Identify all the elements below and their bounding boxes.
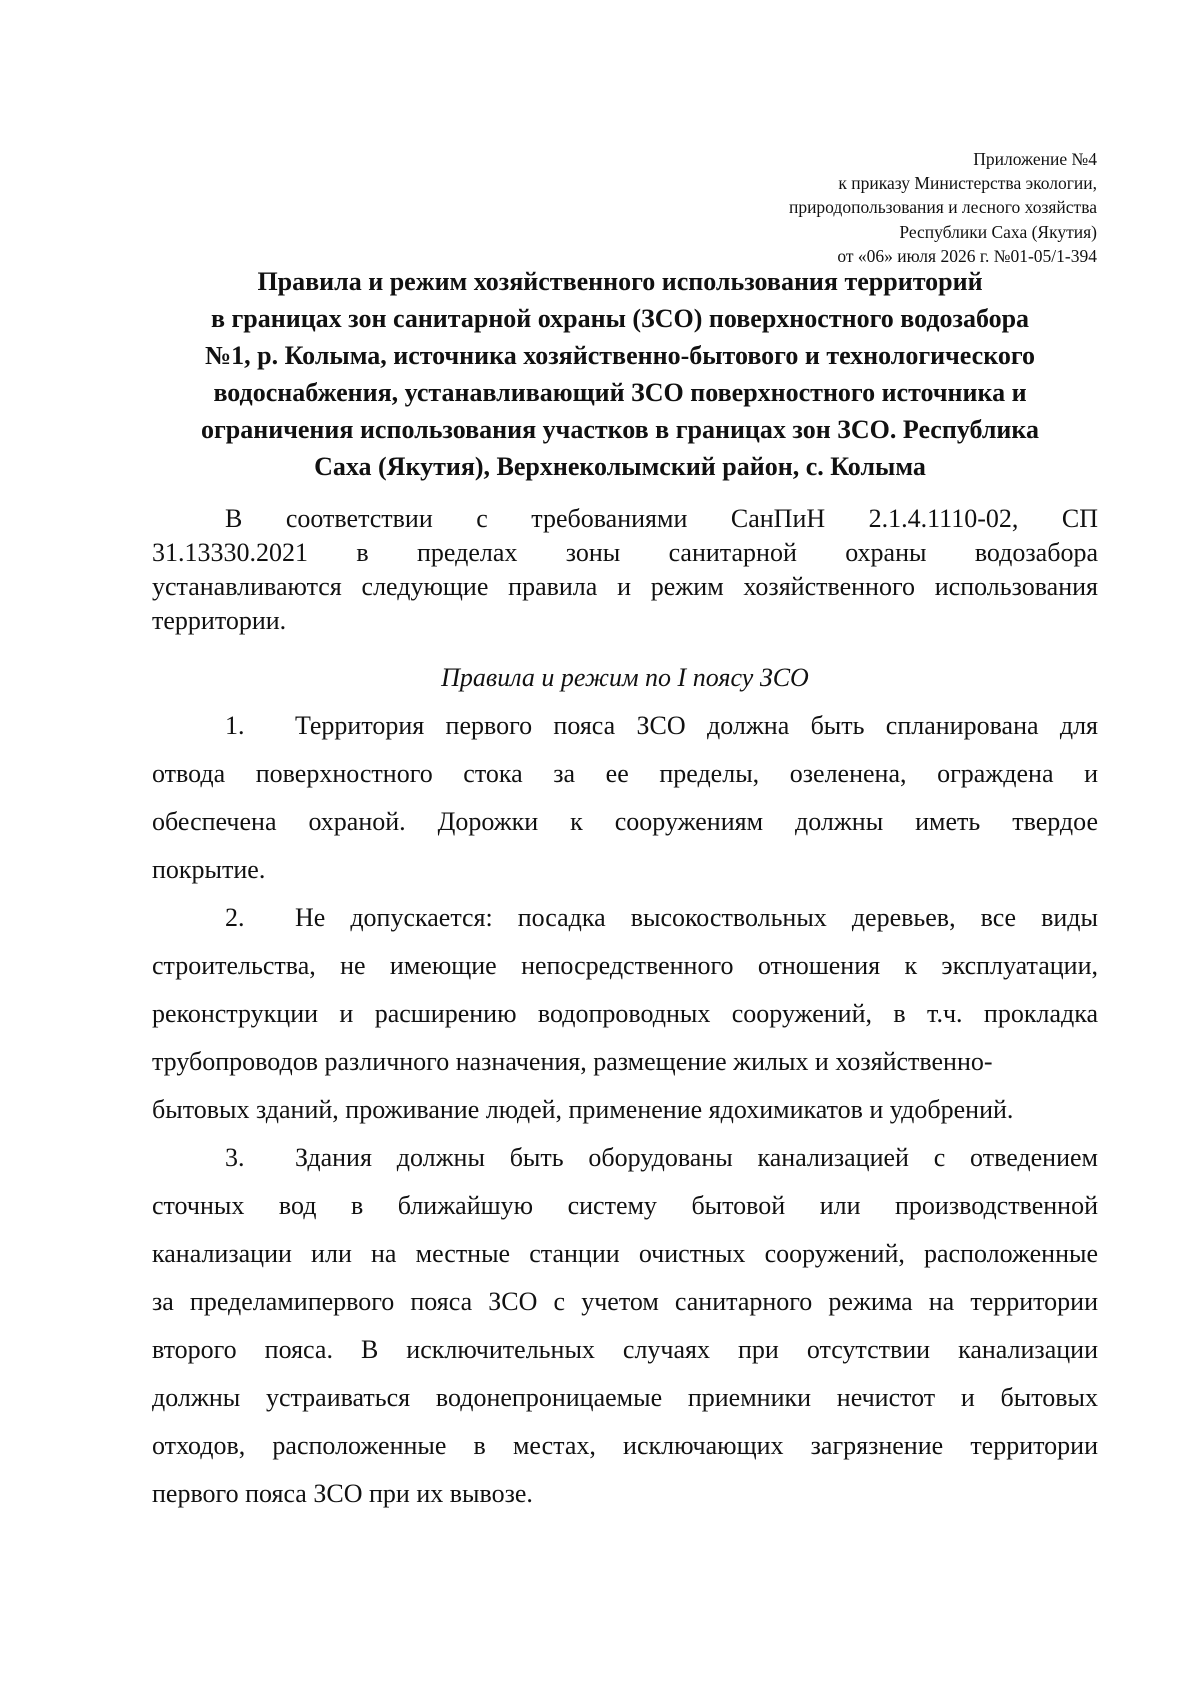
rule-item bbox=[152, 1134, 1098, 1518]
rule-line: реконструкции и расширению водопроводных сооружений, в т.ч. прокладка bbox=[152, 999, 1098, 1028]
rule-line: трубопроводов различного назначения, размещение жилых и хозяйственно- bbox=[152, 1047, 993, 1076]
rule-line: бытовых зданий, проживание людей, применение ядохимикатов и удобрений. bbox=[152, 1095, 1014, 1124]
rule-text: Не допускается: посадка высокоствольных деревьев, все виды bbox=[295, 903, 1098, 932]
rule-first-line bbox=[152, 702, 1098, 750]
section-heading: Правила и режим по I поясу ЗСО bbox=[441, 663, 809, 692]
intro-paragraph bbox=[152, 502, 1098, 638]
rule-line: за пределамипервого пояса ЗСО с учетом санитарного режима на территории bbox=[152, 1287, 1098, 1316]
title-line: Саха (Якутия), Верхнеколымский район, с. Колыма bbox=[314, 452, 926, 481]
document-title bbox=[140, 263, 1100, 485]
rule-line: должны устраиваться водонепроницаемые приемники нечистот и бытовых bbox=[152, 1383, 1098, 1412]
rule-line: второго пояса. В исключительных случаях при отсутствии канализации bbox=[152, 1335, 1098, 1364]
appendix-number: Приложение №4 bbox=[973, 149, 1097, 169]
appendix-header bbox=[497, 147, 1097, 268]
title-line: ограничения использования участков в границах зон ЗСО. Республика bbox=[200, 415, 1039, 444]
title-line: в границах зон санитарной охраны (ЗСО) поверхностного водозабора bbox=[210, 304, 1030, 333]
rule-line: канализации или на местные станции очистных сооружений, расположенные bbox=[152, 1239, 1098, 1268]
title-line: водоснабжения, устанавливающий ЗСО поверхностного источника и bbox=[213, 378, 1027, 407]
rule-text: Территория первого пояса ЗСО должна быть спланирована для bbox=[295, 711, 1098, 740]
rule-line: сточных вод в ближайшую систему бытовой или производственной bbox=[152, 1191, 1098, 1220]
rule-line: покрытие. bbox=[152, 855, 266, 884]
intro-line: устанавливаются следующие правила и режим хозяйственного использования bbox=[152, 572, 1098, 601]
intro-line: территории. bbox=[152, 606, 287, 635]
rule-item bbox=[152, 894, 1098, 1134]
rule-line: отвода поверхностного стока за ее пределы, озеленена, ограждена и bbox=[152, 759, 1098, 788]
order-date-number: от «06» июля 2026 г. №01-05/1-394 bbox=[837, 245, 1097, 266]
rule-line: первого пояса ЗСО при их вывозе. bbox=[152, 1479, 533, 1508]
rule-number: 2. bbox=[225, 903, 245, 932]
rule-first-line bbox=[152, 894, 1098, 942]
republic-name: Республики Саха (Якутия) bbox=[899, 221, 1097, 242]
rule-first-line bbox=[152, 1134, 1098, 1182]
rule-number: 1. bbox=[225, 711, 245, 740]
order-reference: к приказу Министерства экологии, bbox=[838, 173, 1097, 194]
title-line: Правила и режим хозяйственного использования территорий bbox=[257, 267, 983, 296]
title-line: №1, р. Колыма, источника хозяйственно-бытового и технологического bbox=[205, 341, 1035, 370]
ministry-name: природопользования и лесного хозяйства bbox=[788, 197, 1097, 218]
rule-text: Здания должны быть оборудованы канализацией с отведением bbox=[295, 1143, 1098, 1172]
rule-number: 3. bbox=[225, 1143, 245, 1172]
intro-line: В соответствии с требованиями СанПиН 2.1.4.1110-02, СП bbox=[225, 504, 1098, 533]
rules-list bbox=[152, 702, 1098, 1518]
rule-line: обеспечена охраной. Дорожки к сооружениям должны иметь твердое bbox=[152, 807, 1098, 836]
rule-line: отходов, расположенные в местах, исключающих загрязнение территории bbox=[152, 1431, 1098, 1460]
intro-line: 31.13330.2021 в пределах зоны санитарной охраны водозабора bbox=[152, 538, 1098, 567]
rule-line: строительства, не имеющие непосредственного отношения к эксплуатации, bbox=[152, 951, 1098, 980]
rule-item bbox=[152, 702, 1098, 894]
